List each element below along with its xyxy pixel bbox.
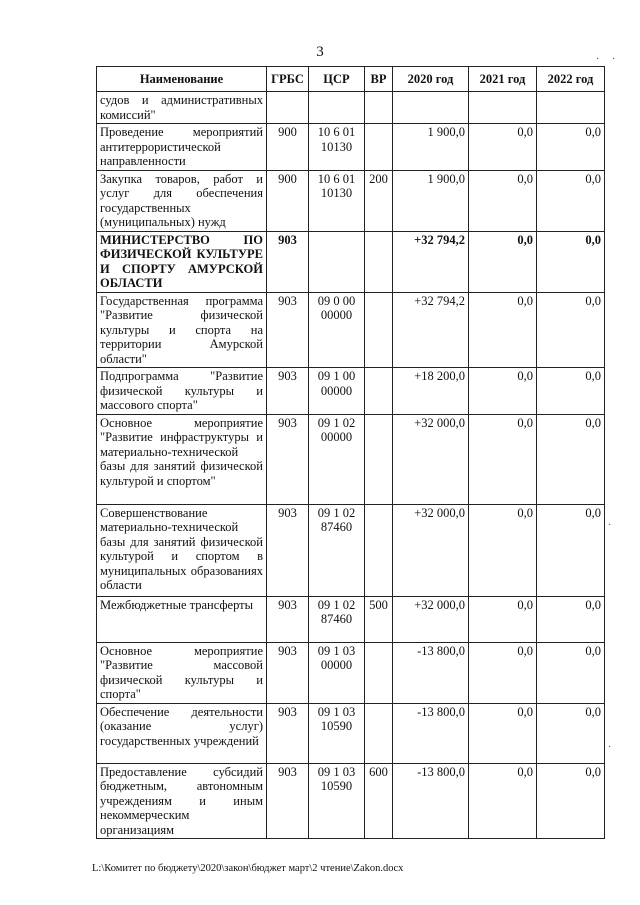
row-2021: 0,0 (469, 124, 537, 171)
row-vr (365, 642, 393, 703)
row-vr: 500 (365, 596, 393, 642)
row-2021: 0,0 (469, 642, 537, 703)
row-2022: 0,0 (537, 292, 605, 368)
table-row (97, 596, 605, 642)
header-2022: 2022 год (537, 67, 605, 92)
row-2021: 0,0 (469, 703, 537, 763)
row-grbs: 903 (267, 642, 309, 703)
row-2020: 1 900,0 (393, 124, 469, 171)
row-csr: 09 1 03 00000 (309, 642, 365, 703)
row-grbs: 903 (267, 368, 309, 415)
row-csr: 09 1 03 10590 (309, 703, 365, 763)
row-2020: +32 000,0 (393, 504, 469, 596)
row-csr: 09 1 03 10590 (309, 763, 365, 839)
row-2021: 0,0 (469, 368, 537, 415)
row-2022: 0,0 (537, 368, 605, 415)
row-2022: 0,0 (537, 414, 605, 504)
row-csr (309, 231, 365, 292)
table-row (97, 231, 605, 292)
row-vr (365, 124, 393, 171)
row-2020: -13 800,0 (393, 763, 469, 839)
row-grbs: 903 (267, 231, 309, 292)
row-2021: 0,0 (469, 596, 537, 642)
row-2021 (469, 92, 537, 124)
row-name: судов и административных комиссий" (97, 92, 267, 124)
row-vr (365, 231, 393, 292)
row-name: Закупка товаров, работ и услуг для обеспечения государственных (муниципальных) нужд (97, 170, 267, 231)
table-row (97, 763, 605, 839)
row-grbs: 903 (267, 596, 309, 642)
scan-speck: · (612, 54, 616, 65)
row-2022: 0,0 (537, 231, 605, 292)
row-csr: 09 0 00 00000 (309, 292, 365, 368)
row-2020: -13 800,0 (393, 642, 469, 703)
row-grbs (267, 92, 309, 124)
row-name: Основное мероприятие "Развитие массовой физической культуры и спорта" (97, 642, 267, 703)
row-2020: +32 794,2 (393, 292, 469, 368)
row-csr (309, 92, 365, 124)
row-name: Государственная программа "Развитие физической культуры и спорта на территории Амурской области" (97, 292, 267, 368)
row-vr (365, 414, 393, 504)
row-csr: 09 1 02 87460 (309, 596, 365, 642)
row-grbs: 900 (267, 124, 309, 171)
row-name: Обеспечение деятельности (оказание услуг) государственных учреждений (97, 703, 267, 763)
page-number: 3 (316, 44, 324, 60)
row-csr: 10 6 01 10130 (309, 170, 365, 231)
row-vr (365, 292, 393, 368)
row-2022: 0,0 (537, 642, 605, 703)
table-row (97, 292, 605, 368)
row-grbs: 903 (267, 763, 309, 839)
row-2021: 0,0 (469, 292, 537, 368)
table-row (97, 92, 605, 124)
header-name: Наименование (97, 67, 267, 92)
table-header-row (97, 67, 605, 92)
row-2021: 0,0 (469, 231, 537, 292)
scan-speck: · (596, 54, 600, 65)
table-row (97, 703, 605, 763)
row-2022: 0,0 (537, 124, 605, 171)
row-name: Проведение мероприятий антитеррористической направленности (97, 124, 267, 171)
scan-speck: · (608, 520, 612, 531)
row-vr (365, 504, 393, 596)
row-2021: 0,0 (469, 763, 537, 839)
table-row (97, 124, 605, 171)
row-vr (365, 368, 393, 415)
row-grbs: 903 (267, 504, 309, 596)
table-row (97, 414, 605, 504)
row-grbs: 903 (267, 292, 309, 368)
table-row (97, 504, 605, 596)
row-2021: 0,0 (469, 504, 537, 596)
table-row (97, 368, 605, 415)
row-2022: 0,0 (537, 170, 605, 231)
row-name: МИНИСТЕРСТВО ПО ФИЗИЧЕСКОЙ КУЛЬТУРЕ И СПОРТУ АМУРСКОЙ ОБЛАСТИ (97, 231, 267, 292)
row-2020: 1 900,0 (393, 170, 469, 231)
budget-table (96, 66, 605, 839)
table-row (97, 642, 605, 703)
header-vr: ВР (365, 67, 393, 92)
row-2020: +32 000,0 (393, 596, 469, 642)
scan-speck: · (608, 742, 612, 753)
row-name: Совершенствование материально-технической базы для занятий физической культурой и спортом в муниципальных образованиях области (97, 504, 267, 596)
row-name: Межбюджетные трансферты (97, 596, 267, 642)
header-csr: ЦСР (309, 67, 365, 92)
row-name: Подпрограмма "Развитие физической культуры и массового спорта" (97, 368, 267, 415)
header-2021: 2021 год (469, 67, 537, 92)
row-grbs: 903 (267, 414, 309, 504)
row-2022: 0,0 (537, 504, 605, 596)
row-2020: +32 794,2 (393, 231, 469, 292)
row-grbs: 903 (267, 703, 309, 763)
header-2020: 2020 год (393, 67, 469, 92)
row-2021: 0,0 (469, 170, 537, 231)
row-grbs: 900 (267, 170, 309, 231)
header-grbs: ГРБС (267, 67, 309, 92)
row-vr: 200 (365, 170, 393, 231)
row-2020: -13 800,0 (393, 703, 469, 763)
row-2022: 0,0 (537, 703, 605, 763)
row-2022 (537, 92, 605, 124)
row-2020: +32 000,0 (393, 414, 469, 504)
table-row (97, 170, 605, 231)
row-2022: 0,0 (537, 763, 605, 839)
row-2020 (393, 92, 469, 124)
row-vr (365, 92, 393, 124)
file-path-footer: L:\Комитет по бюджету\2020\закон\бюджет март\2 чтение\Zakon.docx (92, 863, 404, 874)
row-vr: 600 (365, 763, 393, 839)
row-csr: 10 6 01 10130 (309, 124, 365, 171)
row-csr: 09 1 02 87460 (309, 504, 365, 596)
row-2020: +18 200,0 (393, 368, 469, 415)
row-vr (365, 703, 393, 763)
row-name: Основное мероприятие "Развитие инфраструктуры и материально-технической базы для занятий физической культурой и спортом" (97, 414, 267, 504)
row-csr: 09 1 02 00000 (309, 414, 365, 504)
row-csr: 09 1 00 00000 (309, 368, 365, 415)
row-name: Предоставление субсидий бюджетным, автономным учреждениям и иным некоммерческим организациям (97, 763, 267, 839)
row-2022: 0,0 (537, 596, 605, 642)
row-2021: 0,0 (469, 414, 537, 504)
